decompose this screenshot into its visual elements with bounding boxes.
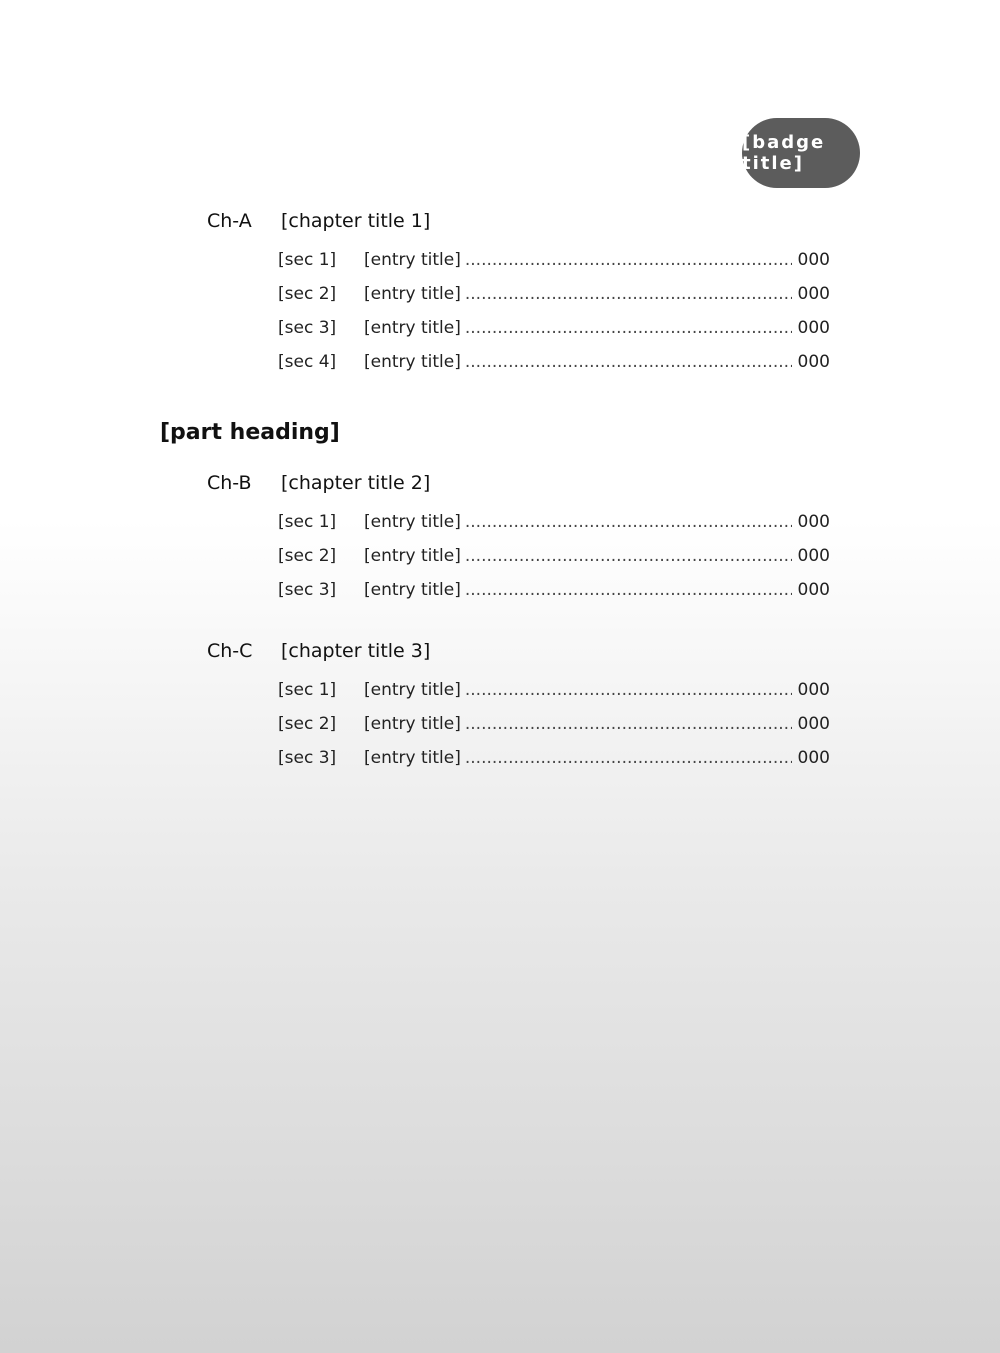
section-label: [sec 1]	[278, 680, 337, 700]
page-number: 000	[797, 546, 830, 566]
toc-entry[interactable]	[278, 714, 830, 734]
entry-title: [entry title]	[364, 284, 461, 304]
leader-dots	[465, 284, 792, 304]
leader-dots	[465, 512, 792, 532]
chapter-heading	[207, 472, 430, 494]
chapter-title: [chapter title 2]	[281, 472, 431, 494]
entry-title: [entry title]	[364, 546, 461, 566]
background-fade	[0, 520, 1000, 1353]
section-label: [sec 2]	[278, 546, 337, 566]
chapter-heading	[207, 640, 430, 662]
page-number: 000	[797, 580, 830, 600]
page-number: 000	[797, 748, 830, 768]
part-heading	[160, 420, 340, 445]
section-label: [sec 3]	[278, 580, 337, 600]
toc-entry[interactable]	[278, 580, 830, 600]
leader-dots	[465, 714, 792, 734]
chapter-title: [chapter title 1]	[281, 210, 431, 232]
leader-dots	[465, 546, 792, 566]
toc-entry[interactable]	[278, 352, 830, 372]
page-number: 000	[797, 284, 830, 304]
chapter-code: Ch-C	[207, 640, 253, 662]
toc-title-badge	[742, 118, 860, 188]
section-label: [sec 2]	[278, 284, 337, 304]
page-number: 000	[797, 352, 830, 372]
leader-dots	[465, 680, 792, 700]
leader-dots	[465, 352, 792, 372]
page-number: 000	[797, 512, 830, 532]
toc-entry[interactable]	[278, 748, 830, 768]
entry-title: [entry title]	[364, 714, 461, 734]
chapter-code: Ch-B	[207, 472, 252, 494]
entry-title: [entry title]	[364, 580, 461, 600]
leader-dots	[465, 748, 792, 768]
toc-entry[interactable]	[278, 250, 830, 270]
toc-entry[interactable]	[278, 680, 830, 700]
section-label: [sec 3]	[278, 748, 337, 768]
chapter-heading	[207, 210, 430, 232]
part-label: [part heading]	[160, 420, 340, 445]
chapter-code: Ch-A	[207, 210, 252, 232]
toc-entry[interactable]	[278, 318, 830, 338]
entry-title: [entry title]	[364, 512, 461, 532]
section-label: [sec 3]	[278, 318, 337, 338]
page-number: 000	[797, 680, 830, 700]
leader-dots	[465, 250, 792, 270]
entry-title: [entry title]	[364, 352, 461, 372]
entry-title: [entry title]	[364, 680, 461, 700]
toc-entry[interactable]	[278, 512, 830, 532]
leader-dots	[465, 318, 792, 338]
leader-dots	[465, 580, 792, 600]
page-number: 000	[797, 318, 830, 338]
toc-entry[interactable]	[278, 546, 830, 566]
section-label: [sec 4]	[278, 352, 337, 372]
chapter-title: [chapter title 3]	[281, 640, 431, 662]
entry-title: [entry title]	[364, 748, 461, 768]
entry-title: [entry title]	[364, 250, 461, 270]
page-number: 000	[797, 250, 830, 270]
section-label: [sec 2]	[278, 714, 337, 734]
toc-entry[interactable]	[278, 284, 830, 304]
section-label: [sec 1]	[278, 250, 337, 270]
badge-label: [badge title]	[742, 132, 826, 174]
section-label: [sec 1]	[278, 512, 337, 532]
entry-title: [entry title]	[364, 318, 461, 338]
page-number: 000	[797, 714, 830, 734]
